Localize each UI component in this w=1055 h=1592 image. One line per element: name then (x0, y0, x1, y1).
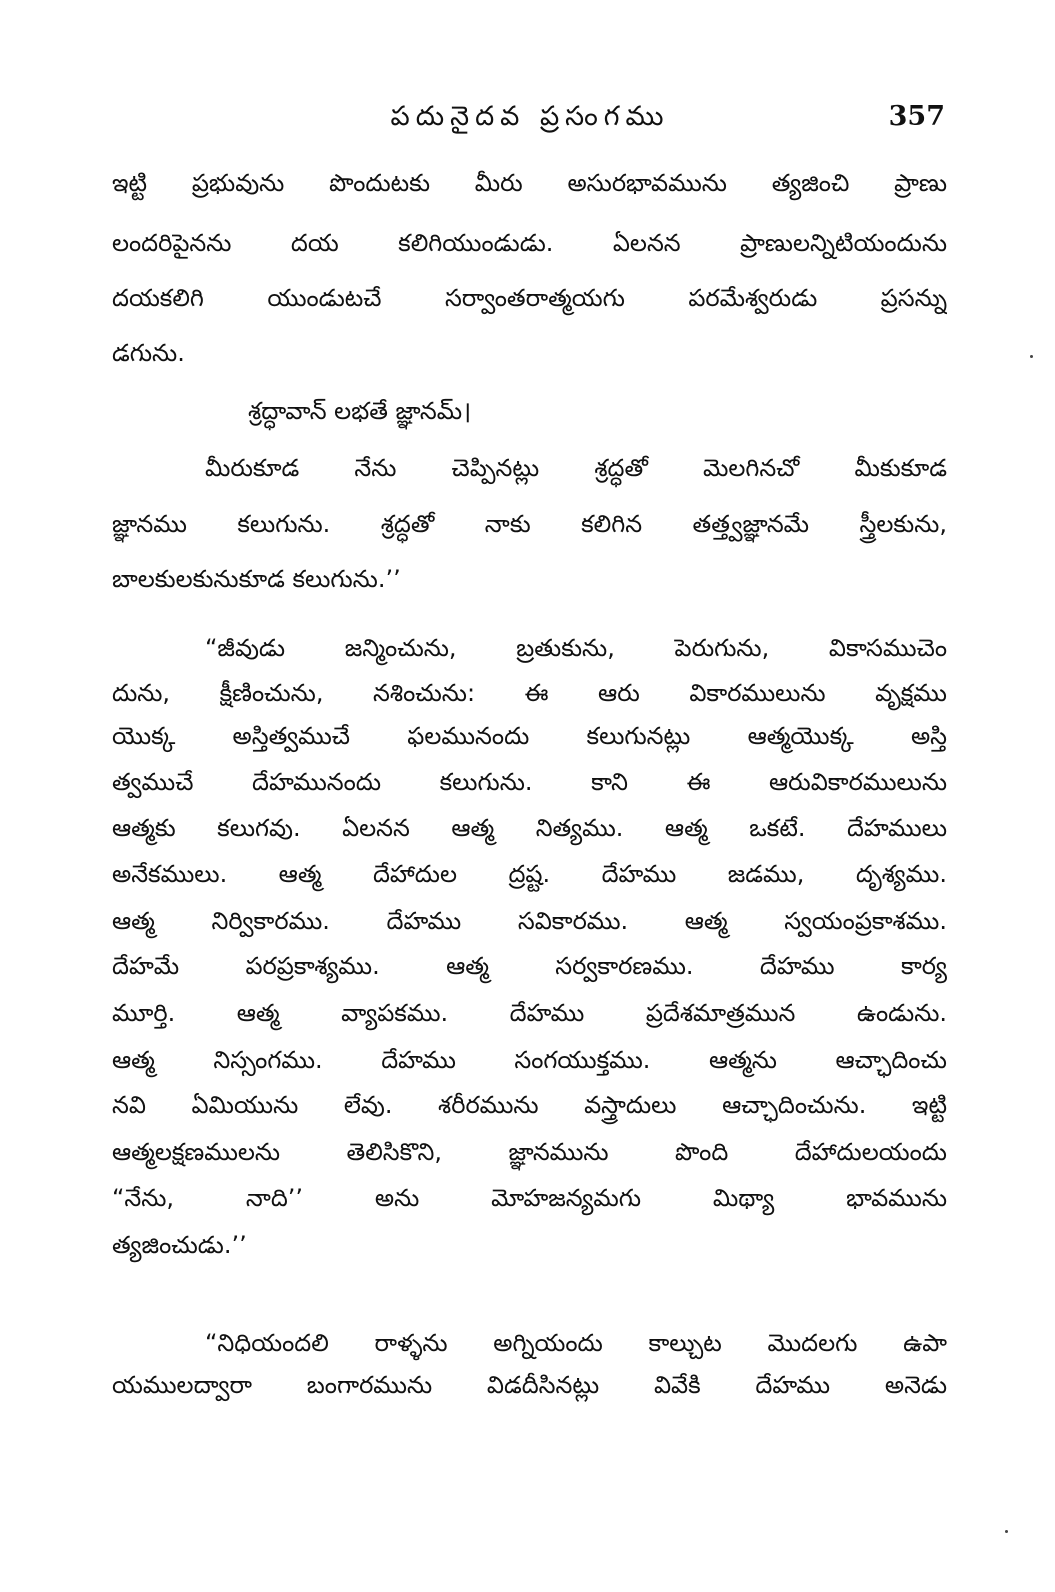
page-header (110, 92, 950, 142)
scan-speck (1030, 355, 1033, 358)
text-line: త్యజించుడు.’’ (112, 1231, 247, 1259)
text-line: “జీవుడు జన్మించును, బ్రతుకును, పెరుగును, వికాసముచెం (205, 634, 947, 662)
text-line: డగును. (112, 339, 185, 367)
text-line: దయకలిగి యుండుటచే సర్వాంతరాత్మయగు పరమేశ్వరుడు ప్రసన్ను (112, 284, 947, 312)
text-line: “నేను, నాది’’ అను మోహజన్యమగు మిథ్యా భావమును (112, 1184, 947, 1212)
text-line: త్వముచే దేహమునందు కలుగును. కాని ఈ ఆరువికారములును (112, 768, 947, 796)
text-line: బాలకులకునుకూడ కలుగును.’’ (112, 565, 401, 593)
text-line: ఆత్మ నిస్సంగము. దేహము సంగయుక్తము. ఆత్మను ఆచ్ఛాదించు (112, 1046, 947, 1074)
text-line (112, 1265, 947, 1317)
text-line: “నిధియందలి రాళ్ళను అగ్నియందు కాల్చుట మొదలగు ఉపా (205, 1329, 947, 1357)
text-line: లందరిపైనను దయ కలిగియుండుడు. ఏలనన ప్రాణులన్నిటియందును (112, 229, 947, 257)
text-line: నవి ఏమియును లేవు. శరీరమును వస్త్రాదులు ఆచ్ఛాదించును. ఇట్టి (112, 1091, 947, 1119)
text-line: ఆత్మ నిర్వికారము. దేహము సవికారము. ఆత్మ స్వయంప్రకాశము. (112, 907, 947, 935)
text-line: ఆత్మలక్షణములను తెలిసికొని, జ్ఞానమును పొంది దేహాదులయందు (112, 1138, 947, 1166)
chapter-title: పదునైదవ ప్రసంగము (390, 101, 670, 132)
text-line: యొక్క అస్తిత్వముచే ఫలమునందు కలుగునట్లు ఆత్మయొక్క అస్తి (112, 722, 947, 750)
text-line: మూర్తి. ఆత్మ వ్యాపకము. దేహము ప్రదేశమాత్రమున ఉండును. (112, 999, 947, 1027)
text-line: యములద్వారా బంగారమును విడదీసినట్లు వివేకి దేహము అనెడు (112, 1371, 947, 1399)
sanskrit-verse: శ్రద్ధావాన్ లభతే జ్ఞానమ్। (248, 397, 472, 425)
text-line: జ్ఞానము కలుగును. శ్రద్ధతో నాకు కలిగిన తత్త్వజ్ఞానమే స్త్రీలకును, (112, 510, 947, 538)
text-line: మీరుకూడ నేను చెప్పినట్లు శ్రద్ధతో మెలగినచో మీకుకూడ (205, 454, 947, 482)
scan-speck (1005, 1530, 1008, 1533)
text-line: ఆత్మకు కలుగవు. ఏలనన ఆత్మ నిత్యము. ఆత్మ ఒకటే. దేహములు (112, 814, 947, 842)
text-line: దును, క్షీణించును, నశించును: ఈ ఆరు వికారములును వృక్షము (112, 679, 947, 707)
text-line: ఇట్టి ప్రభువును పొందుటకు మీరు అసురభావమును త్యజించి ప్రాణు (112, 169, 947, 197)
text-line: అనేకములు. ఆత్మ దేహాదుల ద్రష్ట. దేహము జడము, దృశ్యము. (112, 860, 947, 888)
page-number: 357 (888, 101, 945, 132)
text-line: దేహమే పరప్రకాశ్యము. ఆత్మ సర్వకారణము. దేహము కార్య (112, 952, 947, 980)
